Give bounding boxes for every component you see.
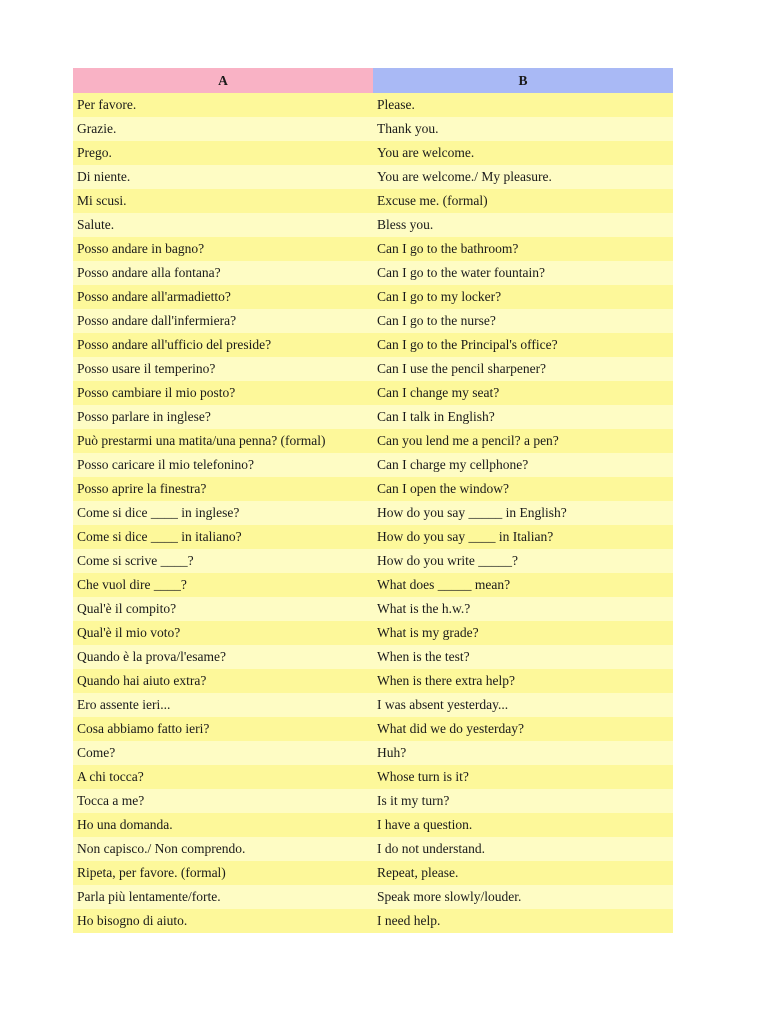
table-row xyxy=(73,261,673,285)
italian-phrase-cell: Posso andare all'armadietto? xyxy=(73,285,373,309)
italian-phrase-cell: Come si dice ____ in italiano? xyxy=(73,525,373,549)
english-phrase-cell: Can I go to the Principal's office? xyxy=(373,333,673,357)
column-header-b: B xyxy=(373,68,673,93)
english-phrase-cell: I was absent yesterday... xyxy=(373,693,673,717)
italian-phrase-cell: Posso caricare il mio telefonino? xyxy=(73,453,373,477)
english-phrase-cell: How do you say ____ in Italian? xyxy=(373,525,673,549)
english-phrase-cell: What does _____ mean? xyxy=(373,573,673,597)
english-phrase-cell: When is the test? xyxy=(373,645,673,669)
table-row xyxy=(73,477,673,501)
english-phrase-cell: Speak more slowly/louder. xyxy=(373,885,673,909)
table-row xyxy=(73,789,673,813)
italian-phrase-cell: Ho una domanda. xyxy=(73,813,373,837)
italian-phrase-cell: Salute. xyxy=(73,213,373,237)
table-row xyxy=(73,381,673,405)
table-row xyxy=(73,549,673,573)
english-phrase-cell: Excuse me. (formal) xyxy=(373,189,673,213)
table-row xyxy=(73,885,673,909)
english-phrase-cell: Huh? xyxy=(373,741,673,765)
english-phrase-cell: How do you write _____? xyxy=(373,549,673,573)
table-row xyxy=(73,597,673,621)
english-phrase-cell: Can I go to the water fountain? xyxy=(373,261,673,285)
table-row xyxy=(73,501,673,525)
table-row xyxy=(73,669,673,693)
column-header-a: A xyxy=(73,68,373,93)
table-row xyxy=(73,141,673,165)
table-row xyxy=(73,237,673,261)
table-row xyxy=(73,741,673,765)
table-row xyxy=(73,285,673,309)
italian-phrase-cell: Non capisco./ Non comprendo. xyxy=(73,837,373,861)
italian-phrase-cell: Parla più lentamente/forte. xyxy=(73,885,373,909)
italian-phrase-cell: Posso andare all'ufficio del preside? xyxy=(73,333,373,357)
table-row xyxy=(73,621,673,645)
english-phrase-cell: Can I change my seat? xyxy=(373,381,673,405)
italian-phrase-cell: Qual'è il mio voto? xyxy=(73,621,373,645)
table-row xyxy=(73,573,673,597)
table-row xyxy=(73,837,673,861)
italian-phrase-cell: Cosa abbiamo fatto ieri? xyxy=(73,717,373,741)
italian-phrase-cell: Posso andare in bagno? xyxy=(73,237,373,261)
italian-phrase-cell: Posso andare dall'infermiera? xyxy=(73,309,373,333)
italian-phrase-cell: Posso cambiare il mio posto? xyxy=(73,381,373,405)
table-row xyxy=(73,813,673,837)
table-row xyxy=(73,309,673,333)
table-row xyxy=(73,189,673,213)
italian-phrase-cell: Mi scusi. xyxy=(73,189,373,213)
table-row xyxy=(73,765,673,789)
table-row xyxy=(73,333,673,357)
table-header xyxy=(73,68,673,93)
italian-phrase-cell: Ripeta, per favore. (formal) xyxy=(73,861,373,885)
italian-phrase-cell: Che vuol dire ____? xyxy=(73,573,373,597)
italian-phrase-cell: Ho bisogno di aiuto. xyxy=(73,909,373,933)
english-phrase-cell: I have a question. xyxy=(373,813,673,837)
english-phrase-cell: Can I talk in English? xyxy=(373,405,673,429)
table-row xyxy=(73,453,673,477)
header-row xyxy=(73,68,673,93)
italian-phrase-cell: Prego. xyxy=(73,141,373,165)
italian-phrase-cell: Come si scrive ____? xyxy=(73,549,373,573)
italian-phrase-cell: Come? xyxy=(73,741,373,765)
italian-phrase-cell: Di niente. xyxy=(73,165,373,189)
english-phrase-cell: Can I go to the bathroom? xyxy=(373,237,673,261)
english-phrase-cell: Bless you. xyxy=(373,213,673,237)
table-row xyxy=(73,693,673,717)
table-row xyxy=(73,93,673,117)
italian-phrase-cell: Qual'è il compito? xyxy=(73,597,373,621)
english-phrase-cell: Can I use the pencil sharpener? xyxy=(373,357,673,381)
english-phrase-cell: Is it my turn? xyxy=(373,789,673,813)
italian-phrase-cell: Grazie. xyxy=(73,117,373,141)
table-row xyxy=(73,861,673,885)
italian-phrase-cell: Posso usare il temperino? xyxy=(73,357,373,381)
table-row xyxy=(73,213,673,237)
italian-phrase-cell: Quando hai aiuto extra? xyxy=(73,669,373,693)
english-phrase-cell: Can you lend me a pencil? a pen? xyxy=(373,429,673,453)
english-phrase-cell: You are welcome./ My pleasure. xyxy=(373,165,673,189)
italian-phrase-cell: Ero assente ieri... xyxy=(73,693,373,717)
english-phrase-cell: Thank you. xyxy=(373,117,673,141)
table-row xyxy=(73,909,673,933)
italian-phrase-cell: Tocca a me? xyxy=(73,789,373,813)
english-phrase-cell: Please. xyxy=(373,93,673,117)
table-row xyxy=(73,525,673,549)
english-phrase-cell: What is my grade? xyxy=(373,621,673,645)
english-phrase-cell: What did we do yesterday? xyxy=(373,717,673,741)
english-phrase-cell: Can I go to the nurse? xyxy=(373,309,673,333)
italian-phrase-cell: Può prestarmi una matita/una penna? (formal) xyxy=(73,429,373,453)
english-phrase-cell: Can I open the window? xyxy=(373,477,673,501)
italian-phrase-cell: Quando è la prova/l'esame? xyxy=(73,645,373,669)
italian-phrase-cell: Posso parlare in inglese? xyxy=(73,405,373,429)
english-phrase-cell: What is the h.w.? xyxy=(373,597,673,621)
english-phrase-cell: Can I go to my locker? xyxy=(373,285,673,309)
english-phrase-cell: When is there extra help? xyxy=(373,669,673,693)
table-row xyxy=(73,405,673,429)
italian-phrase-cell: Come si dice ____ in inglese? xyxy=(73,501,373,525)
table-row xyxy=(73,165,673,189)
italian-phrase-cell: Per favore. xyxy=(73,93,373,117)
english-phrase-cell: I do not understand. xyxy=(373,837,673,861)
table-row xyxy=(73,117,673,141)
english-phrase-cell: How do you say _____ in English? xyxy=(373,501,673,525)
english-phrase-cell: Can I charge my cellphone? xyxy=(373,453,673,477)
italian-phrase-cell: A chi tocca? xyxy=(73,765,373,789)
table-row xyxy=(73,429,673,453)
english-phrase-cell: Repeat, please. xyxy=(373,861,673,885)
italian-phrase-cell: Posso aprire la finestra? xyxy=(73,477,373,501)
table-row xyxy=(73,717,673,741)
english-phrase-cell: I need help. xyxy=(373,909,673,933)
english-phrase-cell: You are welcome. xyxy=(373,141,673,165)
phrase-table xyxy=(73,68,673,933)
english-phrase-cell: Whose turn is it? xyxy=(373,765,673,789)
italian-phrase-cell: Posso andare alla fontana? xyxy=(73,261,373,285)
table-row xyxy=(73,357,673,381)
table-row xyxy=(73,645,673,669)
table-body xyxy=(73,93,673,933)
